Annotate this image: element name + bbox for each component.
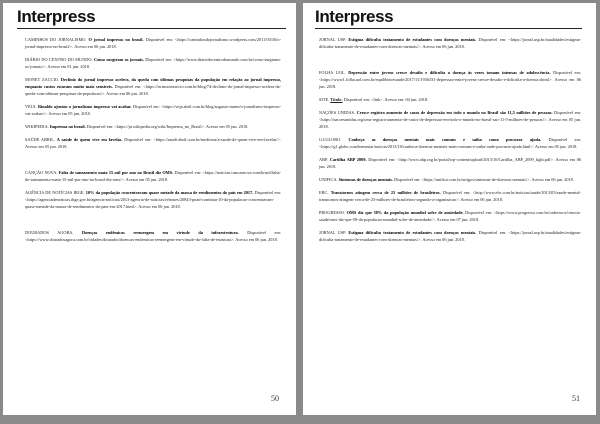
reference-details: Disponível em: <http://www.abp.org.br/portal/wp-content/upload/2013/10/Cartilha_ABP_2009_light.pdf>. Acesso em 06 jun. 2018.	[319, 157, 582, 170]
header-rule	[17, 28, 286, 29]
reference-entry	[319, 109, 581, 131]
reference-title: Estigma dificulta tratamento de estudantes com doenças mentais.	[348, 230, 477, 235]
reference-entry	[319, 176, 581, 183]
reference-details: Disponível em: <https://veja.abril.com.br/blog/augusto-nunes/o-jornalismo-impresso-vai-acabar/>. Acesso em 05 jun. 2018.	[25, 104, 282, 117]
reference-source: CAMINHOS DO JORNALISMO.	[25, 37, 89, 42]
reference-source: DOURADOS AGORA.	[25, 230, 82, 236]
reference-source: PROGRESSO.	[319, 210, 347, 215]
reference-details: Disponível em: <https://www1.folha.uol.com.br/equilibrioesaude/2017/11/1936331-depressao-entre-jovens-cresce-desafio-e-dificulta-a-doenca.shtml>. Acesso em 06 jun. 2018.	[319, 70, 581, 90]
reference-entry	[25, 36, 281, 50]
reference-list	[319, 36, 581, 249]
reference-details: Disponível em: <https://nacoesunidas.org/oms-registra-aumento-de-casos-de-depressao-em-todo-o-mundo-no-brasil-sao-11-5-milhoes-de-pessoas/>. Acesso em 05 jun. 2018.	[319, 110, 582, 130]
reference-source: SITE.	[319, 97, 331, 103]
reference-title: Doenças endêmicas reemergem em virtude da infraestrutura.	[81, 230, 239, 236]
reference-title: 10% da população concentravam quase metade da massa de rendimentos do país em 2017.	[85, 190, 254, 195]
reference-title: O jornal impresso no brasil.	[88, 37, 144, 42]
reference-source: FOLHA UOL.	[319, 70, 349, 75]
reference-details: Disponível em: <https://jornal.usp.br/atualidades/estigma-dificulta-tratamento-de-estudantes-com-doencas-mentais/>. Acesso em 06 jun. 2018.	[319, 230, 581, 243]
reference-entry	[25, 76, 281, 98]
reference-details: Disponível em: <https://agenciadenoticias.ibge.gov.br/agencia-noticias/2013-agencia-de-noticias/releases/20843-pnad-continua-10-da-populacao-concentravam-quase-metade-da-massa-de-rendimentos-do-pais-em-2017.html>. Acesso em 06 jun. 2018.	[25, 190, 282, 210]
reference-entry	[319, 156, 581, 170]
reference-details: Disponível em: <https://www.diariodocentrodomundo.com.br/como-surgiram-os-jornais/>. Acesso em 01 jun. 2018.	[25, 57, 281, 70]
reference-source: G1/GLOBO.	[319, 137, 349, 143]
section-gap	[25, 156, 281, 169]
reference-details: Disponível em: <https://www.progresso.com.br/caderno-a/ciencia-saude/oms-diz-que-58-da-populacao-mundial-sofre-de-ansiedade/>. Acesso em 07 jun. 2018.	[319, 210, 582, 223]
reference-title: Título.	[330, 97, 343, 103]
reference-details: Disponível em: <https://m.monetzaccio.com.br/blog/74-declinio-do-jornal-impresso-acelera-da-queda-com-ultimas-pesquisas-da-populacao/>. Acesso em 06 jun. 2018.	[25, 84, 281, 97]
reference-details: Disponível em: <https://caminhosdojornalismo.wordpress.com/2011/03/30/o-jornal-impresso-no-brasil/>. Acesso em 06 jun. 2018.	[25, 37, 282, 50]
reference-source: JORNAL USP.	[319, 37, 349, 42]
reference-entry	[319, 136, 581, 150]
reference-source: UNIFICA.	[319, 177, 339, 183]
section-gap	[319, 56, 581, 69]
reference-title: Cartilha ABP 2009.	[329, 157, 367, 163]
reference-source: WIKIPEDIA.	[25, 124, 50, 130]
reference-title: Falta de saneamento mata 15 mil por ano no Brasil diz OMS.	[58, 170, 174, 175]
reference-entry	[25, 136, 281, 150]
reference-details: Disponível em: <https://jornal.usp.br/atualidades/estigma-dificulta-tratamento-de-estudantes-com-doencas-mentais/>. Acesso em 06 jun. 2018.	[319, 37, 581, 50]
section-gap	[25, 216, 281, 229]
brand-logo: Interpress	[17, 7, 96, 26]
brand-logo: Interpress	[315, 7, 394, 26]
reference-source: DIÁRIO DO CENTRO DO MUNDO.	[25, 57, 94, 62]
reference-title: Como surgiram os jornais.	[93, 57, 144, 62]
reference-details: Disponível em: <https://noticias.cancaonova.com/brasil/falta-de-saneamento-mata-15-mil-por-ano-no-brasil-diz-oms/>. Acesso em 05 jun. 2018.	[25, 170, 281, 183]
reference-title: Transtornos atingem cerca de 23 milhões de brasileiros.	[330, 190, 441, 195]
reference-title: Declínio do jornal impresso acelera, da queda com últimas pesquisas da população em relação ao jornal impresso, enquanto custos estavam muito mais sensíveis.	[25, 77, 281, 90]
reference-source: MONET ZACCIO.	[25, 77, 61, 82]
reference-source: AGÊNCIA DE NOTÍCIAS IBGE.	[25, 190, 86, 195]
reference-source: CANÇÃO NOVA.	[25, 170, 59, 175]
reference-details: Disponível em: <https://pt.wikipedia.org/wiki/Imprensa_no_Brasil>. Acesso em 05 jun. 2018.	[85, 124, 249, 130]
reference-title: Rinaldo ajustou o jornalismo impresso vai acabar.	[37, 104, 132, 110]
reference-title: Imprensa no brasil.	[49, 124, 86, 130]
reference-source: JORNAL USP.	[319, 230, 349, 235]
reference-entry	[25, 103, 281, 117]
reference-source: SAÚDE ABRIL.	[25, 137, 57, 142]
reference-title: Sintomas de doenças mentais.	[338, 177, 394, 183]
reference-entry	[25, 229, 281, 243]
page-number: 51	[572, 394, 580, 403]
page-number: 50	[271, 394, 279, 403]
reference-entry	[25, 56, 281, 70]
reference-entry	[319, 189, 581, 203]
reference-title: Estigma dificulta tratamento de estudantes com doenças mentais.	[348, 37, 477, 42]
reference-source: VEJA.	[25, 104, 38, 110]
reference-source: ABP.	[319, 157, 330, 163]
reference-title: Cresce registro aumento de casos de depressão em todo o mundo no Brasil são 11,5 milhões de pessoas.	[356, 110, 553, 115]
reference-details: Disponível em: <https://saude.abril.com.br/medicina/a-saude-de-quem-vive-em-favelas/>. Acesso em 05 jun. 2018.	[25, 137, 282, 150]
reference-title: A saúde de quem vive em favelas.	[56, 137, 123, 142]
reference-details: Disponível em: <https://g1.globo.com/bemestar/noticia/2013/10/conheca-doencas-mentais-mais-comuns-e-saiba-onde-procurar-ajuda.html>. Acesso em 05 jun. 2018.	[319, 137, 581, 150]
reference-source: EBC.	[319, 190, 331, 195]
reference-details: Disponível em: <http://www.ebc.com.br/noticias/saude/2013/05/saude-mental-transtornos-atingem-cerca-de-23-milhoes-de-brasileiros-segundo-a-organizacao>. Acesso em 06 jun. 2018.	[319, 190, 581, 203]
reference-entry	[25, 189, 281, 211]
right-page	[303, 3, 596, 415]
reference-list	[25, 36, 281, 249]
header-rule	[315, 28, 582, 29]
reference-entry	[319, 209, 581, 223]
reference-entry	[319, 229, 581, 243]
reference-entry	[25, 123, 281, 130]
left-page	[3, 3, 296, 415]
reference-details: Disponível em: <https://unifica.com.br/artigos/sintomas-de-doencas-mentais/>. Acesso em 06 jun. 2018.	[393, 177, 574, 183]
reference-source: NAÇÕES UNIDAS.	[319, 110, 357, 115]
reference-entry	[319, 36, 581, 50]
reference-details: Disponível em: <https://www.douradosagora.com.br/cidades/dourados/doencas-endemicas-reemergem-em-virtude-da-falta-de-estrutura>. Acesso em 06 jun. 2018.	[25, 230, 282, 243]
reference-title: OMS diz que 58% da população mundial sofre de ansiedade.	[346, 210, 464, 215]
reference-entry	[319, 96, 581, 103]
reference-entry	[25, 169, 281, 183]
reference-details: Disponível em: <link>. Acesso em: 04 jun. 2018.	[342, 97, 429, 103]
reference-entry	[319, 69, 581, 91]
reference-title: Conheça as doenças mentais mais comuns e saiba como procurar ajuda.	[348, 137, 542, 143]
reference-title: Depressão entre jovens cresce desafio e dificulta a doença às vezes tomam intensas de adolescência.	[348, 70, 551, 75]
